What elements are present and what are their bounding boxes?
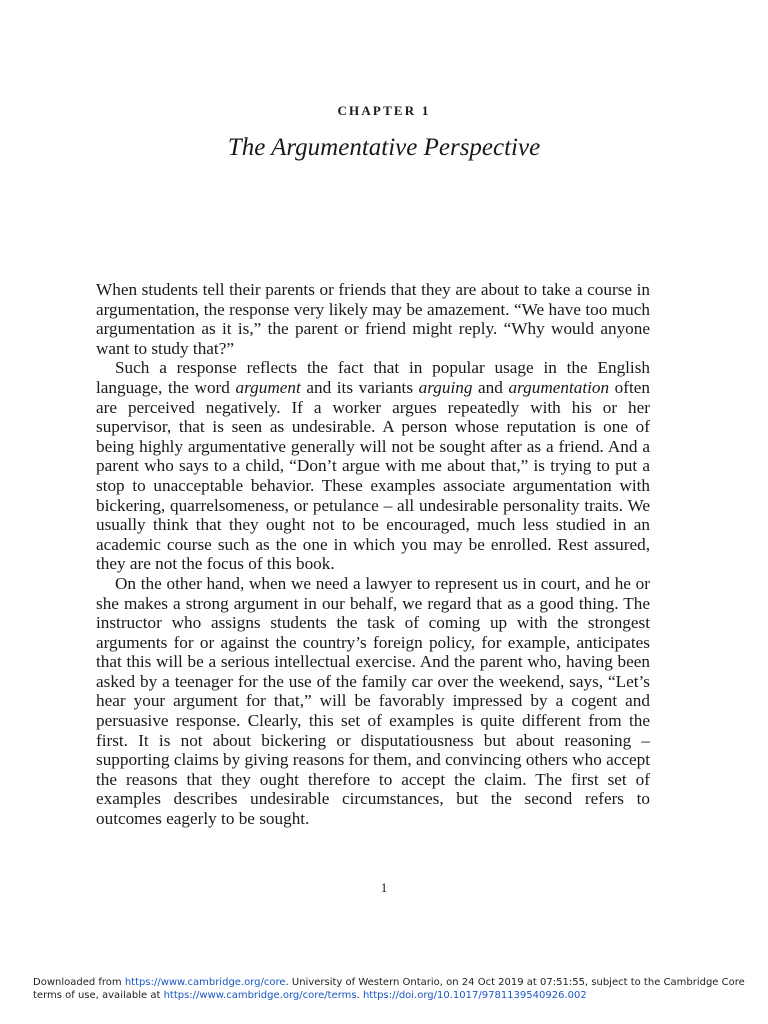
paragraph-2 [96, 358, 650, 574]
paragraph-2-text: and its variants [300, 377, 419, 397]
paragraph-1 [96, 280, 650, 358]
footer-terms-prefix: terms of use, available at [33, 990, 164, 1001]
paragraph-2-text: Such a response reflects the fact that in popular usage in the English language, the word [96, 358, 650, 397]
paragraph-2-text: and [472, 377, 509, 397]
footer-prefix: Downloaded from [33, 977, 125, 988]
paragraph-2-text: often are perceived negatively. If a worker argues repeatedly with his or her supervisor, that is seen as undesirable. A person whose reputation is one of being highly argumentative generally will not be sought after as a friend. And a parent who says to a child, “Don’t argue with me about that,” is trying to put a stop to unacceptable behavior. These examples associate argumentation with bickering, quarrelsomeness, or petulance – all undesirable personality traits. We usually think that they ought not to be encouraged, much less studied in an academic course such as the one in which you may be enrolled. Rest assured, they are not the focus of this book. [96, 377, 650, 574]
body-text [96, 280, 650, 829]
footer-line-1 [33, 976, 753, 989]
terms-link[interactable]: https://www.cambridge.org/core/terms [163, 990, 357, 1001]
chapter-title: The Argumentative Perspective [227, 134, 541, 161]
cambridge-core-link[interactable]: https://www.cambridge.org/core [124, 977, 286, 988]
paragraph-1-text: When students tell their parents or friends that they are about to take a course in argumentation, the response very likely may be amazement. “We have too much argumentation as it is,” the parent or friend might reply. “Why would anyone want to study that?” [96, 280, 650, 358]
term-arguing: arguing [418, 377, 473, 397]
doi-link[interactable]: https://doi.org/10.1017/9781139540926.002 [362, 990, 587, 1001]
footer-access-info: . University of Western Ontario, on 24 Oct 2019 at 07:51:55, subject to the Cambridge Core [285, 977, 745, 988]
chapter-label: CHAPTER 1 [337, 103, 431, 118]
paragraph-3-text: On the other hand, when we need a lawyer to represent us in court, and he or she makes a strong argument in our behalf, we regard that as a good thing. The instructor who assigns students the task of coming up with the strongest arguments for or against the country’s foreign policy, for example, anticipates that this will be a serious intellectual exercise. And the parent who, having been asked by a teenager for the use of the family car over the weekend, says, “Let’s hear your argument for that,” will be favorably impressed by a cogent and persuasive response. Clearly, this set of examples is quite different from the first. It is not about bickering or disputatiousness but about reasoning – supporting claims by giving reasons for them, and convincing others who accept the reasons that they ought therefore to accept the claim. The first set of examples describes undesirable circumstances, but the second refers to outcomes eagerly to be sought. [96, 573, 650, 829]
footer-line-2 [33, 989, 753, 1002]
footer-separator: . [356, 990, 363, 1001]
page-number: 1 [380, 880, 388, 895]
download-footer [33, 976, 753, 1002]
paragraph-3 [96, 574, 650, 829]
term-argument: argument [235, 377, 301, 397]
term-argumentation: argumentation [508, 377, 610, 397]
